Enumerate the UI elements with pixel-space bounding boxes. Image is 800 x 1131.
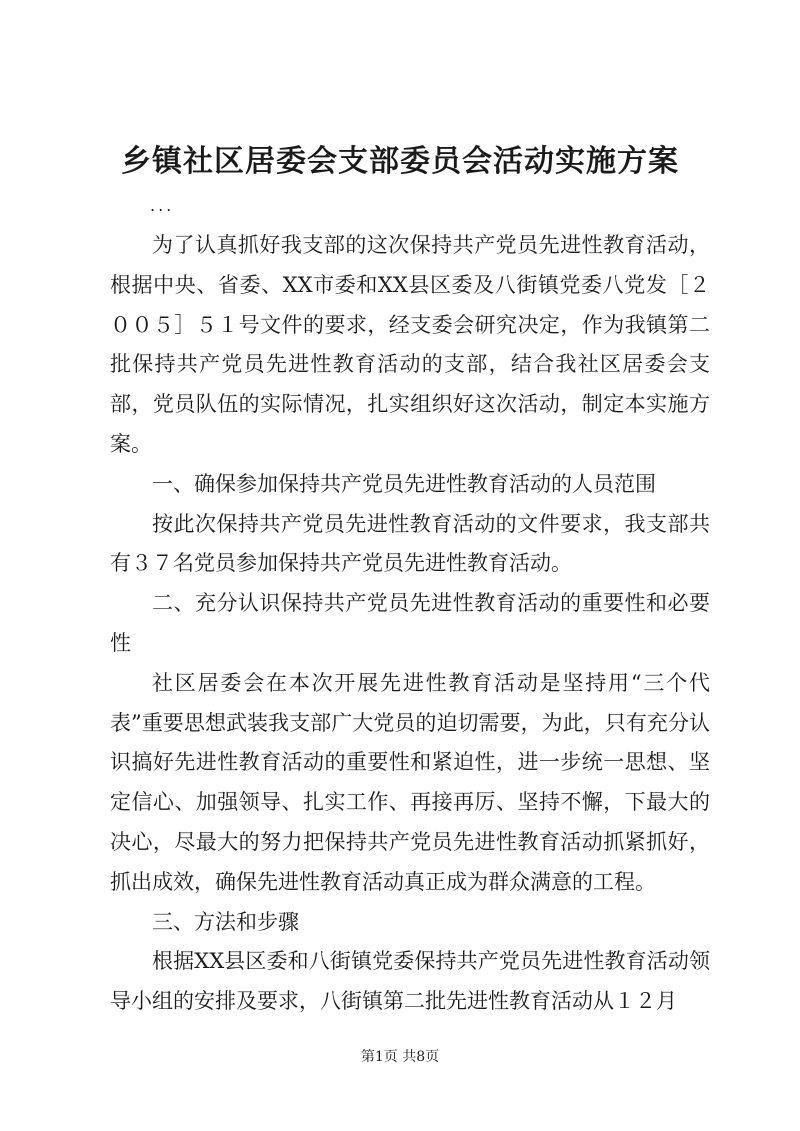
paragraph-section-1: 按此次保持共产党员先进性教育活动的文件要求，我支部共有３７名党员参加保持共产党员先进性教育活动。: [110, 511, 710, 576]
paragraph-intro: 为了认真抓好我支部的这次保持共产党员先进性教育活动，根据中央、省委、XX市委和XX县区委及八街镇党委八党发［２００５］５１号文件的要求，经支委会研究决定，作为我镇第二批保持共产党员先进性教育活动的支部，结合我社区居委会支部，党员队伍的实际情况，扎实组织好这次活动，制定本实施方案。: [110, 233, 710, 456]
document-body: [110, 226, 710, 1022]
heading-section-3: 三、方法和步骤: [152, 909, 299, 934]
paragraph-section-3: 根据XX县区委和八街镇党委保持共产党员先进性教育活动领导小组的安排及要求，八街镇第二批先进性教育活动从１２月: [110, 949, 710, 1014]
heading-section-1: 一、确保参加保持共产党员先进性教育活动的人员范围: [152, 471, 656, 496]
paragraph-section-2: 社区居委会在本次开展先进性教育活动是坚持用“三个代表”重要思想武装我支部广大党员的迫切需要，为此，只有充分认识搞好先进性教育活动的重要性和紧迫性，进一步统一思想、坚定信心、加强领导、扎实工作、再接再厉、坚持不懈，下最大的决心，尽最大的努力把保持共产党员先进性教育活动抓紧抓好，抓出成效，确保先进性教育活动真正成为群众满意的工程。: [110, 670, 710, 894]
heading-section-2: 二、充分认识保持共产党员先进性教育活动的重要性和必要性: [110, 591, 710, 655]
document-title: 乡镇社区居委会支部委员会活动实施方案: [121, 144, 679, 179]
ellipsis-marker: ...: [150, 196, 175, 215]
page-indicator: 第1页 共8页: [360, 1049, 440, 1065]
